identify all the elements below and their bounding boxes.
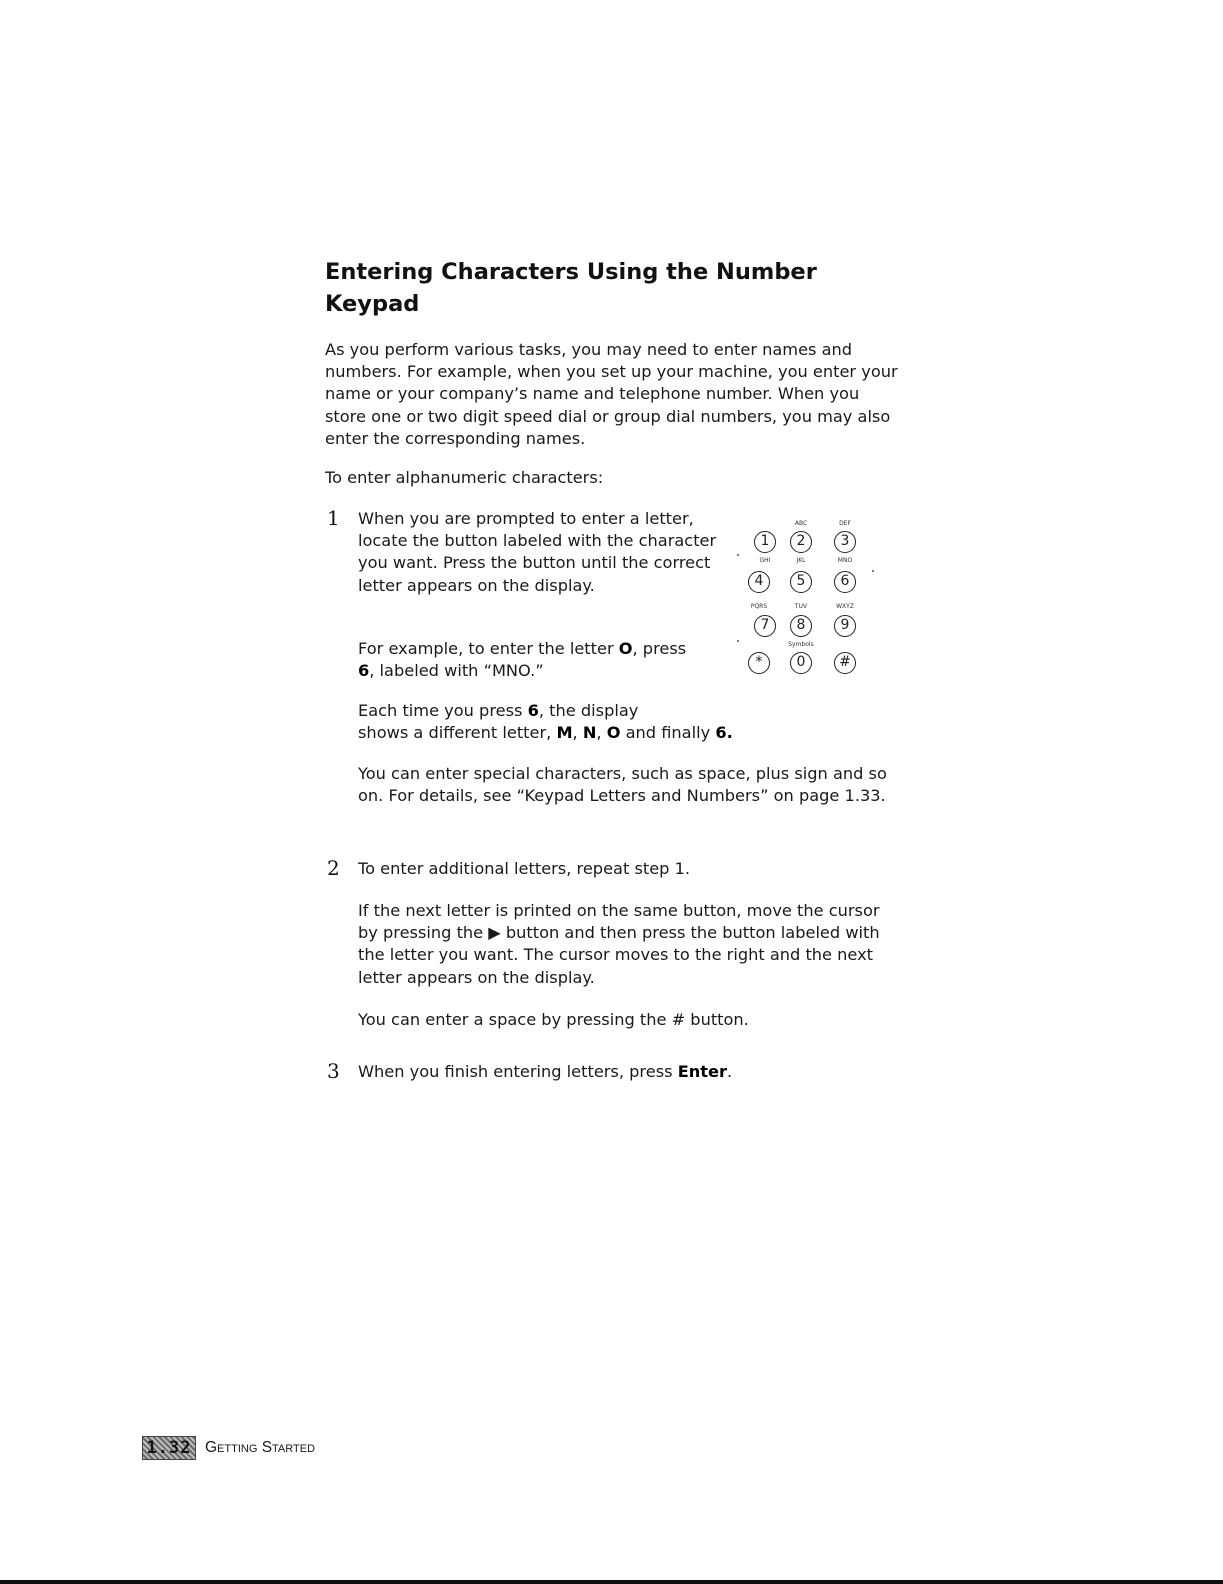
- keypad-key-3: 3: [834, 531, 856, 553]
- keypad-key-2: 2: [790, 531, 812, 553]
- page-title: Entering Characters Using the Number Keypad: [325, 259, 817, 317]
- intro-paragraph: As you perform various tasks, you may need to enter names and numbers. For example, when you set up your machine, you enter your name or your company’s name and telephone number. When you store one or two digit speed dial or group dial numbers, you may also enter the corresponding names.: [325, 340, 898, 448]
- key-letters-tuv: TUV: [794, 603, 808, 610]
- page-number-badge: 1.32: [142, 1436, 196, 1460]
- step-1-special-characters: You can enter special characters, such as space, plus sign and so on. For details, see “Keypad Letters and Numbers” on page 1.33.: [358, 764, 887, 806]
- step-2-space-note: You can enter a space by pressing the # button.: [358, 1010, 749, 1029]
- key-letters-symbols: Symbols: [788, 641, 814, 648]
- step-2-cursor-note: If the next letter is printed on the same button, move the cursor by pressing the ▶ button and then press the button labeled with the letter you want. The cursor moves to the right and the next letter appears on the display.: [358, 901, 880, 987]
- key-letters-pqrs: PQRS: [750, 603, 768, 610]
- footer-section-title: Getting Started: [205, 1439, 316, 1456]
- key-letters-jkl: JKL: [796, 557, 806, 564]
- step-1-instruction: When you are prompted to enter a letter, locate the button labeled with the character you want. Press the button until the correct letter appears on the display.: [358, 509, 717, 595]
- key-letters-mno: MNO: [837, 557, 853, 564]
- key-letters-ghi: GHI: [759, 557, 771, 564]
- keypad-mark: [737, 640, 739, 642]
- number-keypad-illustration: [735, 520, 885, 698]
- keypad-key-9: 9: [834, 615, 856, 637]
- step-1-example: For example, to enter the letter O, press 6, labeled with “MNO.”: [358, 639, 687, 681]
- step-number: 1: [327, 506, 340, 530]
- step-2-instruction: To enter additional letters, repeat step 1.: [358, 859, 691, 878]
- keypad-key-5: 5: [790, 571, 812, 593]
- key-letters-wxyz: WXYZ: [836, 603, 854, 610]
- keypad-key-6: 6: [834, 571, 856, 593]
- keypad-key-4: 4: [748, 571, 770, 593]
- step-number: 3: [327, 1059, 340, 1083]
- step-1-cycle-note: Each time you press 6, the display shows a different letter, M, N, O and finally 6.: [358, 701, 733, 743]
- keypad-mark: [737, 554, 739, 556]
- keypad-key-hash: #: [834, 652, 856, 674]
- step-3-instruction: When you finish entering letters, press Enter.: [358, 1062, 733, 1081]
- keypad-key-star: *: [748, 652, 770, 674]
- lead-text: To enter alphanumeric characters:: [325, 468, 604, 487]
- page-bottom-rule: [0, 1580, 1223, 1584]
- keypad-key-8: 8: [790, 615, 812, 637]
- keypad-key-1: 1: [754, 531, 776, 553]
- key-letters-abc: ABC: [794, 520, 808, 527]
- keypad-mark: [872, 570, 874, 572]
- keypad-key-0: 0: [790, 652, 812, 674]
- key-letters-def: DEF: [839, 520, 851, 527]
- keypad-key-7: 7: [754, 615, 776, 637]
- step-number: 2: [327, 856, 340, 880]
